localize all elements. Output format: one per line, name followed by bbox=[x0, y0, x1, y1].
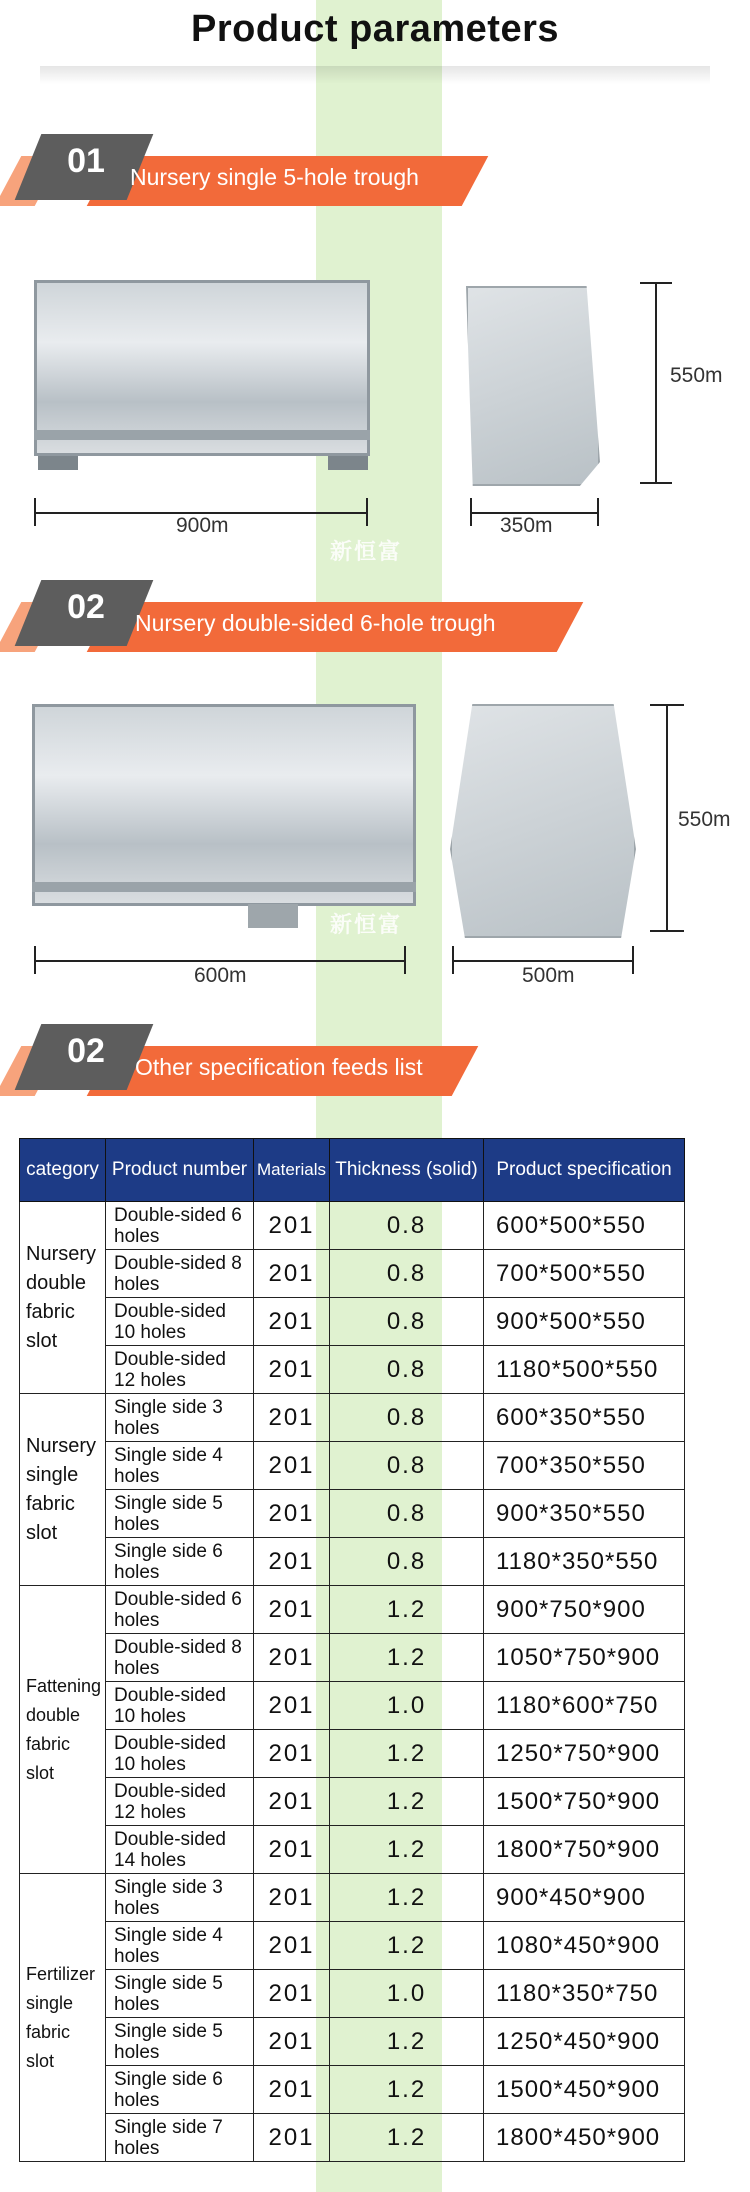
material-cell: 201 bbox=[254, 1250, 330, 1298]
thickness-cell: 1.2 bbox=[330, 2114, 484, 2162]
trough-2-front-image bbox=[28, 704, 418, 934]
thickness-cell: 1.2 bbox=[330, 1586, 484, 1634]
thickness-cell: 0.8 bbox=[330, 1346, 484, 1394]
header-thickness: Thickness (solid) bbox=[330, 1139, 484, 1202]
header-specification: Product specification bbox=[484, 1139, 685, 1202]
spec-cell: 1250*750*900 bbox=[484, 1730, 685, 1778]
table-row bbox=[20, 2018, 685, 2066]
product-number-cell: Single side 3 holes bbox=[106, 1394, 254, 1442]
width-dimension-label: 600m bbox=[194, 964, 247, 987]
product-number-cell: Single side 6 holes bbox=[106, 2066, 254, 2114]
thickness-cell: 1.0 bbox=[330, 1970, 484, 2018]
category-cell: Nursery double fabric slot bbox=[20, 1202, 106, 1394]
height-dimension-label: 550m bbox=[678, 808, 731, 831]
material-cell: 201 bbox=[254, 1874, 330, 1922]
material-cell: 201 bbox=[254, 1298, 330, 1346]
product-number-cell: Double-sided 6 holes bbox=[106, 1202, 254, 1250]
table-row bbox=[20, 1298, 685, 1346]
thickness-cell: 1.2 bbox=[330, 2066, 484, 2114]
table-row bbox=[20, 1394, 685, 1442]
material-cell: 201 bbox=[254, 1346, 330, 1394]
product-number-cell: Double-sided 12 holes bbox=[106, 1346, 254, 1394]
thickness-cell: 1.2 bbox=[330, 1826, 484, 1874]
material-cell: 201 bbox=[254, 1538, 330, 1586]
spec-cell: 700*500*550 bbox=[484, 1250, 685, 1298]
table-row bbox=[20, 1778, 685, 1826]
spec-cell: 1180*350*750 bbox=[484, 1970, 685, 2018]
spec-cell: 700*350*550 bbox=[484, 1442, 685, 1490]
thickness-cell: 0.8 bbox=[330, 1298, 484, 1346]
material-cell: 201 bbox=[254, 1682, 330, 1730]
material-cell: 201 bbox=[254, 1730, 330, 1778]
spec-cell: 1800*750*900 bbox=[484, 1826, 685, 1874]
table-row bbox=[20, 1826, 685, 1874]
section-banner-3 bbox=[0, 1024, 490, 1094]
section-label: Nursery double-sided 6-hole trough bbox=[135, 610, 496, 636]
material-cell: 201 bbox=[254, 2018, 330, 2066]
product-number-cell: Single side 4 holes bbox=[106, 1922, 254, 1970]
category-cell: Fattening double fabric slot bbox=[20, 1586, 106, 1874]
spec-cell: 1180*500*550 bbox=[484, 1346, 685, 1394]
section-label: Other specification feeds list bbox=[135, 1054, 423, 1080]
table-row bbox=[20, 1682, 685, 1730]
header-category: category bbox=[20, 1139, 106, 1202]
section-label: Nursery single 5-hole trough bbox=[130, 164, 419, 190]
spec-cell: 1250*450*900 bbox=[484, 2018, 685, 2066]
product-number-cell: Single side 5 holes bbox=[106, 2018, 254, 2066]
trough-2-side-image bbox=[450, 704, 636, 938]
spec-cell: 1500*450*900 bbox=[484, 2066, 685, 2114]
thickness-cell: 0.8 bbox=[330, 1202, 484, 1250]
material-cell: 201 bbox=[254, 2066, 330, 2114]
page-title: Product parameters bbox=[190, 8, 559, 50]
product-number-cell: Single side 4 holes bbox=[106, 1442, 254, 1490]
material-cell: 201 bbox=[254, 1778, 330, 1826]
thickness-cell: 1.2 bbox=[330, 1634, 484, 1682]
spec-cell: 600*500*550 bbox=[484, 1202, 685, 1250]
product-number-cell: Single side 5 holes bbox=[106, 1970, 254, 2018]
table-row bbox=[20, 2066, 685, 2114]
thickness-cell: 1.2 bbox=[330, 1922, 484, 1970]
header-materials: Materials bbox=[254, 1139, 330, 1202]
material-cell: 201 bbox=[254, 1586, 330, 1634]
thickness-cell: 0.8 bbox=[330, 1538, 484, 1586]
depth-dimension-line bbox=[452, 960, 634, 962]
product-number-cell: Single side 3 holes bbox=[106, 1874, 254, 1922]
spec-cell: 1180*350*550 bbox=[484, 1538, 685, 1586]
section-number: 02 bbox=[67, 1032, 105, 1070]
thickness-cell: 0.8 bbox=[330, 1394, 484, 1442]
section-banner-1 bbox=[0, 134, 500, 204]
material-cell: 201 bbox=[254, 1394, 330, 1442]
product-number-cell: Single side 7 holes bbox=[106, 2114, 254, 2162]
section-number: 02 bbox=[67, 588, 105, 626]
material-cell: 201 bbox=[254, 1634, 330, 1682]
product-number-cell: Single side 5 holes bbox=[106, 1490, 254, 1538]
table-header-row bbox=[20, 1139, 685, 1202]
spec-cell: 900*750*900 bbox=[484, 1586, 685, 1634]
spec-cell: 1080*450*900 bbox=[484, 1922, 685, 1970]
product-number-cell: Double-sided 6 holes bbox=[106, 1586, 254, 1634]
title-underline-shadow bbox=[40, 66, 710, 84]
thickness-cell: 0.8 bbox=[330, 1490, 484, 1538]
product-number-cell: Double-sided 14 holes bbox=[106, 1826, 254, 1874]
product-number-cell: Double-sided 8 holes bbox=[106, 1634, 254, 1682]
height-dimension-label: 550m bbox=[670, 364, 723, 387]
depth-dimension-label: 350m bbox=[500, 514, 553, 537]
product-number-cell: Double-sided 10 holes bbox=[106, 1730, 254, 1778]
spec-cell: 1180*600*750 bbox=[484, 1682, 685, 1730]
category-cell: Fertilizer single fabric slot bbox=[20, 1874, 106, 2162]
material-cell: 201 bbox=[254, 1970, 330, 2018]
product-number-cell: Double-sided 8 holes bbox=[106, 1250, 254, 1298]
product-number-cell: Single side 6 holes bbox=[106, 1538, 254, 1586]
thickness-cell: 1.2 bbox=[330, 1730, 484, 1778]
table-row bbox=[20, 1922, 685, 1970]
height-dimension-line bbox=[655, 282, 657, 484]
spec-cell: 900*350*550 bbox=[484, 1490, 685, 1538]
spec-table bbox=[19, 1138, 685, 2162]
depth-dimension-label: 500m bbox=[522, 964, 575, 987]
product-number-cell: Double-sided 12 holes bbox=[106, 1778, 254, 1826]
thickness-cell: 1.2 bbox=[330, 1778, 484, 1826]
material-cell: 201 bbox=[254, 1202, 330, 1250]
product-number-cell: Double-sided 10 holes bbox=[106, 1298, 254, 1346]
category-cell: Nursery single fabric slot bbox=[20, 1394, 106, 1586]
thickness-cell: 1.2 bbox=[330, 2018, 484, 2066]
trough-1-front-image bbox=[28, 280, 378, 480]
thickness-cell: 1.0 bbox=[330, 1682, 484, 1730]
thickness-cell: 0.8 bbox=[330, 1442, 484, 1490]
spec-cell: 600*350*550 bbox=[484, 1394, 685, 1442]
table-row bbox=[20, 1874, 685, 1922]
trough-1-side-image bbox=[466, 286, 600, 486]
height-dimension-line bbox=[666, 704, 668, 932]
width-dimension-label: 900m bbox=[176, 514, 229, 537]
table-row bbox=[20, 1442, 685, 1490]
table-row bbox=[20, 1490, 685, 1538]
table-row bbox=[20, 1538, 685, 1586]
material-cell: 201 bbox=[254, 1922, 330, 1970]
table-row bbox=[20, 1586, 685, 1634]
table-row bbox=[20, 1970, 685, 2018]
table-row bbox=[20, 1346, 685, 1394]
section-number: 01 bbox=[67, 142, 105, 180]
table-row bbox=[20, 2114, 685, 2162]
spec-cell: 900*450*900 bbox=[484, 1874, 685, 1922]
material-cell: 201 bbox=[254, 1490, 330, 1538]
material-cell: 201 bbox=[254, 1442, 330, 1490]
material-cell: 201 bbox=[254, 2114, 330, 2162]
thickness-cell: 1.2 bbox=[330, 1874, 484, 1922]
width-dimension-line bbox=[34, 960, 406, 962]
spec-cell: 1800*450*900 bbox=[484, 2114, 685, 2162]
table-row bbox=[20, 1634, 685, 1682]
section-banner-2 bbox=[0, 580, 590, 650]
watermark-text: 新恒富 bbox=[330, 912, 403, 937]
material-cell: 201 bbox=[254, 1826, 330, 1874]
header-product-number: Product number bbox=[106, 1139, 254, 1202]
thickness-cell: 0.8 bbox=[330, 1250, 484, 1298]
table-row bbox=[20, 1730, 685, 1778]
spec-cell: 1500*750*900 bbox=[484, 1778, 685, 1826]
table-row bbox=[20, 1202, 685, 1250]
spec-cell: 1050*750*900 bbox=[484, 1634, 685, 1682]
table-row bbox=[20, 1250, 685, 1298]
spec-cell: 900*500*550 bbox=[484, 1298, 685, 1346]
product-number-cell: Double-sided 10 holes bbox=[106, 1682, 254, 1730]
watermark-text: 新恒富 bbox=[330, 539, 403, 564]
